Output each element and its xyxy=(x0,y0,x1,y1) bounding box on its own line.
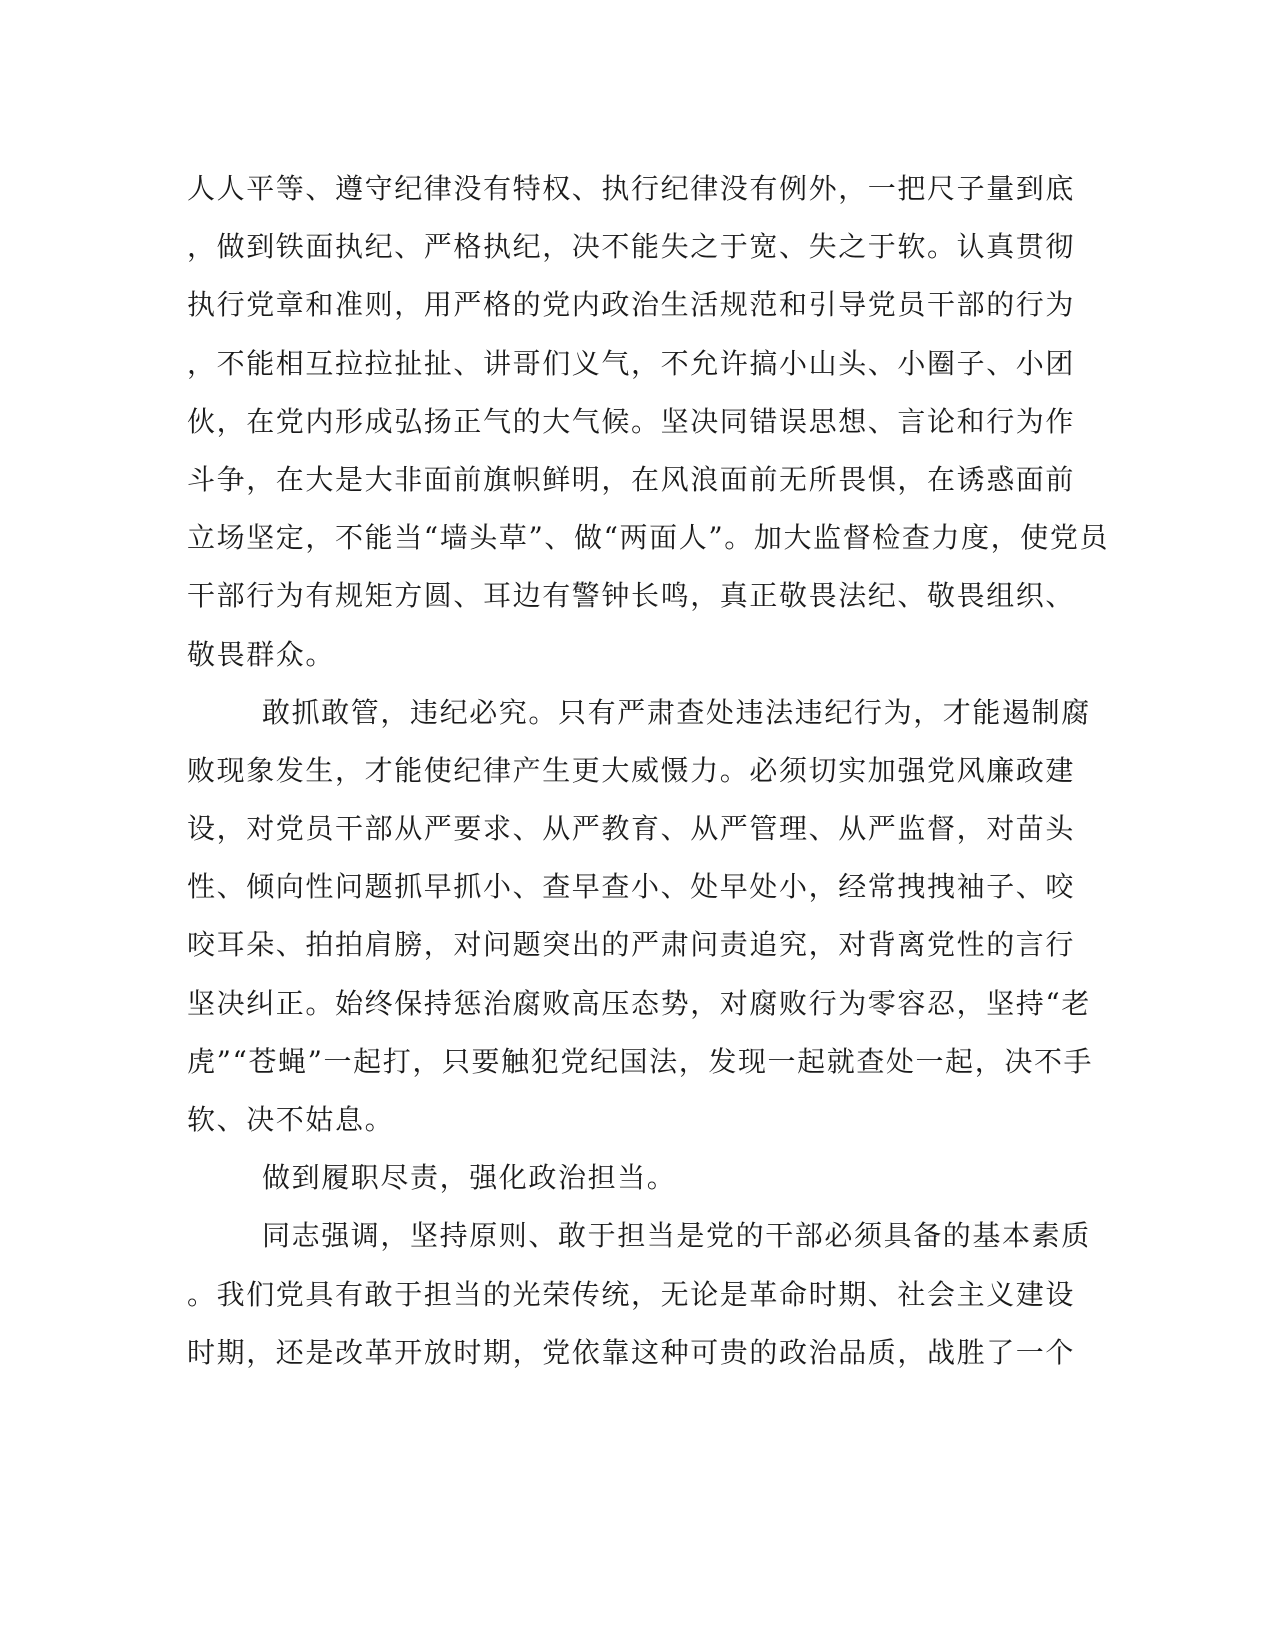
text-line: 坚决纠正。始终保持惩治腐败高压态势，对腐败行为零容忍，坚持“老 xyxy=(187,986,1091,1020)
document-body xyxy=(187,160,1110,1382)
text-line: 败现象发生，才能使纪律产生更大威慑力。必须切实加强党风廉政建 xyxy=(187,753,1076,787)
text-line: 伙，在党内形成弘扬正气的大气候。坚决同错误思想、言论和行为作 xyxy=(187,404,1076,438)
paragraph-first-line: 敢抓敢管，违纪必究。只有严肃查处违法违纪行为，才能遏制腐 xyxy=(262,695,1091,729)
text-line: 执行党章和准则，用严格的党内政治生活规范和引导党员干部的行为 xyxy=(187,288,1076,322)
text-line: 软、决不姑息。 xyxy=(187,1103,395,1136)
text-line: 敬畏群众。 xyxy=(187,637,336,671)
text-line: ，做到铁面执纪、严格执纪，决不能失之于宽、失之于软。认真贯彻 xyxy=(187,230,1076,264)
section-heading: 做到履职尽责，强化政治担当。 xyxy=(262,1161,677,1195)
paragraph-first-line: 同志强调，坚持原则、敢于担当是党的干部必须具备的基本素质 xyxy=(262,1219,1091,1253)
text-line: 。我们党具有敢于担当的光荣传统，无论是革命时期、社会主义建设 xyxy=(187,1277,1076,1311)
text-line: 干部行为有规矩方圆、耳边有警钟长鸣，真正敬畏法纪、敬畏组织、 xyxy=(187,579,1076,613)
text-line: 斗争，在大是大非面前旗帜鲜明，在风浪面前无所畏惧，在诱惑面前 xyxy=(187,462,1076,496)
text-line: 人人平等、遵守纪律没有特权、执行纪律没有例外，一把尺子量到底 xyxy=(187,172,1076,205)
text-line: 时期，还是改革开放时期，党依靠这种可贵的政治品质，战胜了一个 xyxy=(187,1335,1076,1369)
text-line: 咬耳朵、拍拍肩膀，对问题突出的严肃问责追究，对背离党性的言行 xyxy=(187,928,1076,962)
text-line: 设，对党员干部从严要求、从严教育、从严管理、从严监督，对苗头 xyxy=(187,812,1076,846)
text-line: ，不能相互拉拉扯扯、讲哥们义气，不允许搞小山头、小圈子、小团 xyxy=(187,346,1076,380)
text-line: 性、倾向性问题抓早抓小、查早查小、处早处小，经常拽拽袖子、咬 xyxy=(187,870,1076,904)
text-line: 虎”“苍蝇”一起打，只要触犯党纪国法，发现一起就查处一起，决不手 xyxy=(187,1044,1094,1078)
text-line: 立场坚定，不能当“墙头草”、做“两面人”。加大监督检查力度，使党员 xyxy=(187,521,1110,555)
